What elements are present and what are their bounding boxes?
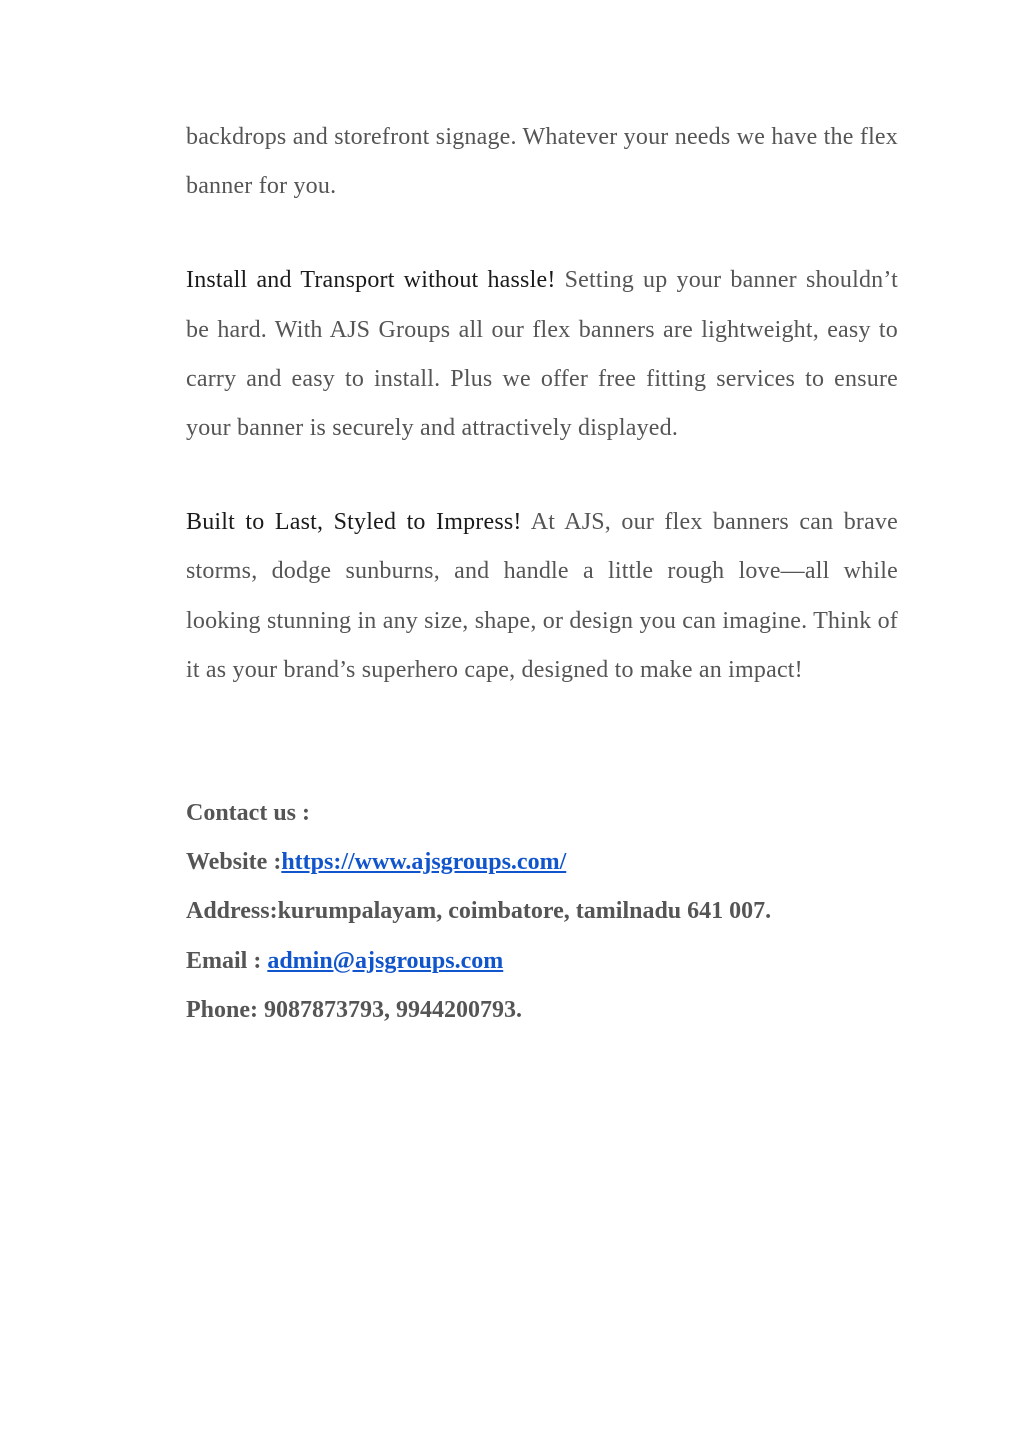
email-line bbox=[186, 937, 898, 986]
email-label: Email : bbox=[186, 947, 268, 974]
built-to-last-heading: Built to Last, Styled to Impress! bbox=[186, 509, 522, 536]
document-page bbox=[186, 113, 898, 1035]
website-link[interactable]: https://www.ajsgroups.com/ bbox=[281, 849, 567, 876]
contact-heading: Contact us : bbox=[186, 800, 310, 827]
contact-section bbox=[186, 789, 898, 1035]
paragraph-built-to-last bbox=[186, 498, 898, 695]
email-link[interactable]: admin@ajsgroups.com bbox=[267, 947, 504, 974]
paragraph-install-transport bbox=[186, 256, 898, 453]
phone-line: Phone: 9087873793, 9944200793. bbox=[186, 996, 522, 1023]
paragraph-signage bbox=[186, 113, 898, 211]
built-to-last-text: At AJS, our flex banners can brave storms, dodge sunburns, and handle a little rough love—all while looking stunning in any size, shape, or design you can imagine. Think of it as your brand’s superhero cape, designed to make an impact! bbox=[186, 509, 898, 683]
install-transport-text: Setting up your banner shouldn’t be hard. With AJS Groups all our flex banners are lightweight, easy to carry and easy to install. Plus we offer free fitting services to ensure your banner is securely and attractively displayed. bbox=[186, 267, 898, 442]
website-line bbox=[186, 838, 898, 887]
install-transport-heading: Install and Transport without hassle! bbox=[186, 267, 556, 294]
address-line: Address:kurumpalayam, coimbatore, tamilnadu 641 007. bbox=[186, 898, 772, 925]
website-label: Website : bbox=[186, 849, 282, 876]
paragraph-signage-text: backdrops and storefront signage. Whatever your needs we have the flex banner for you. bbox=[186, 124, 898, 200]
